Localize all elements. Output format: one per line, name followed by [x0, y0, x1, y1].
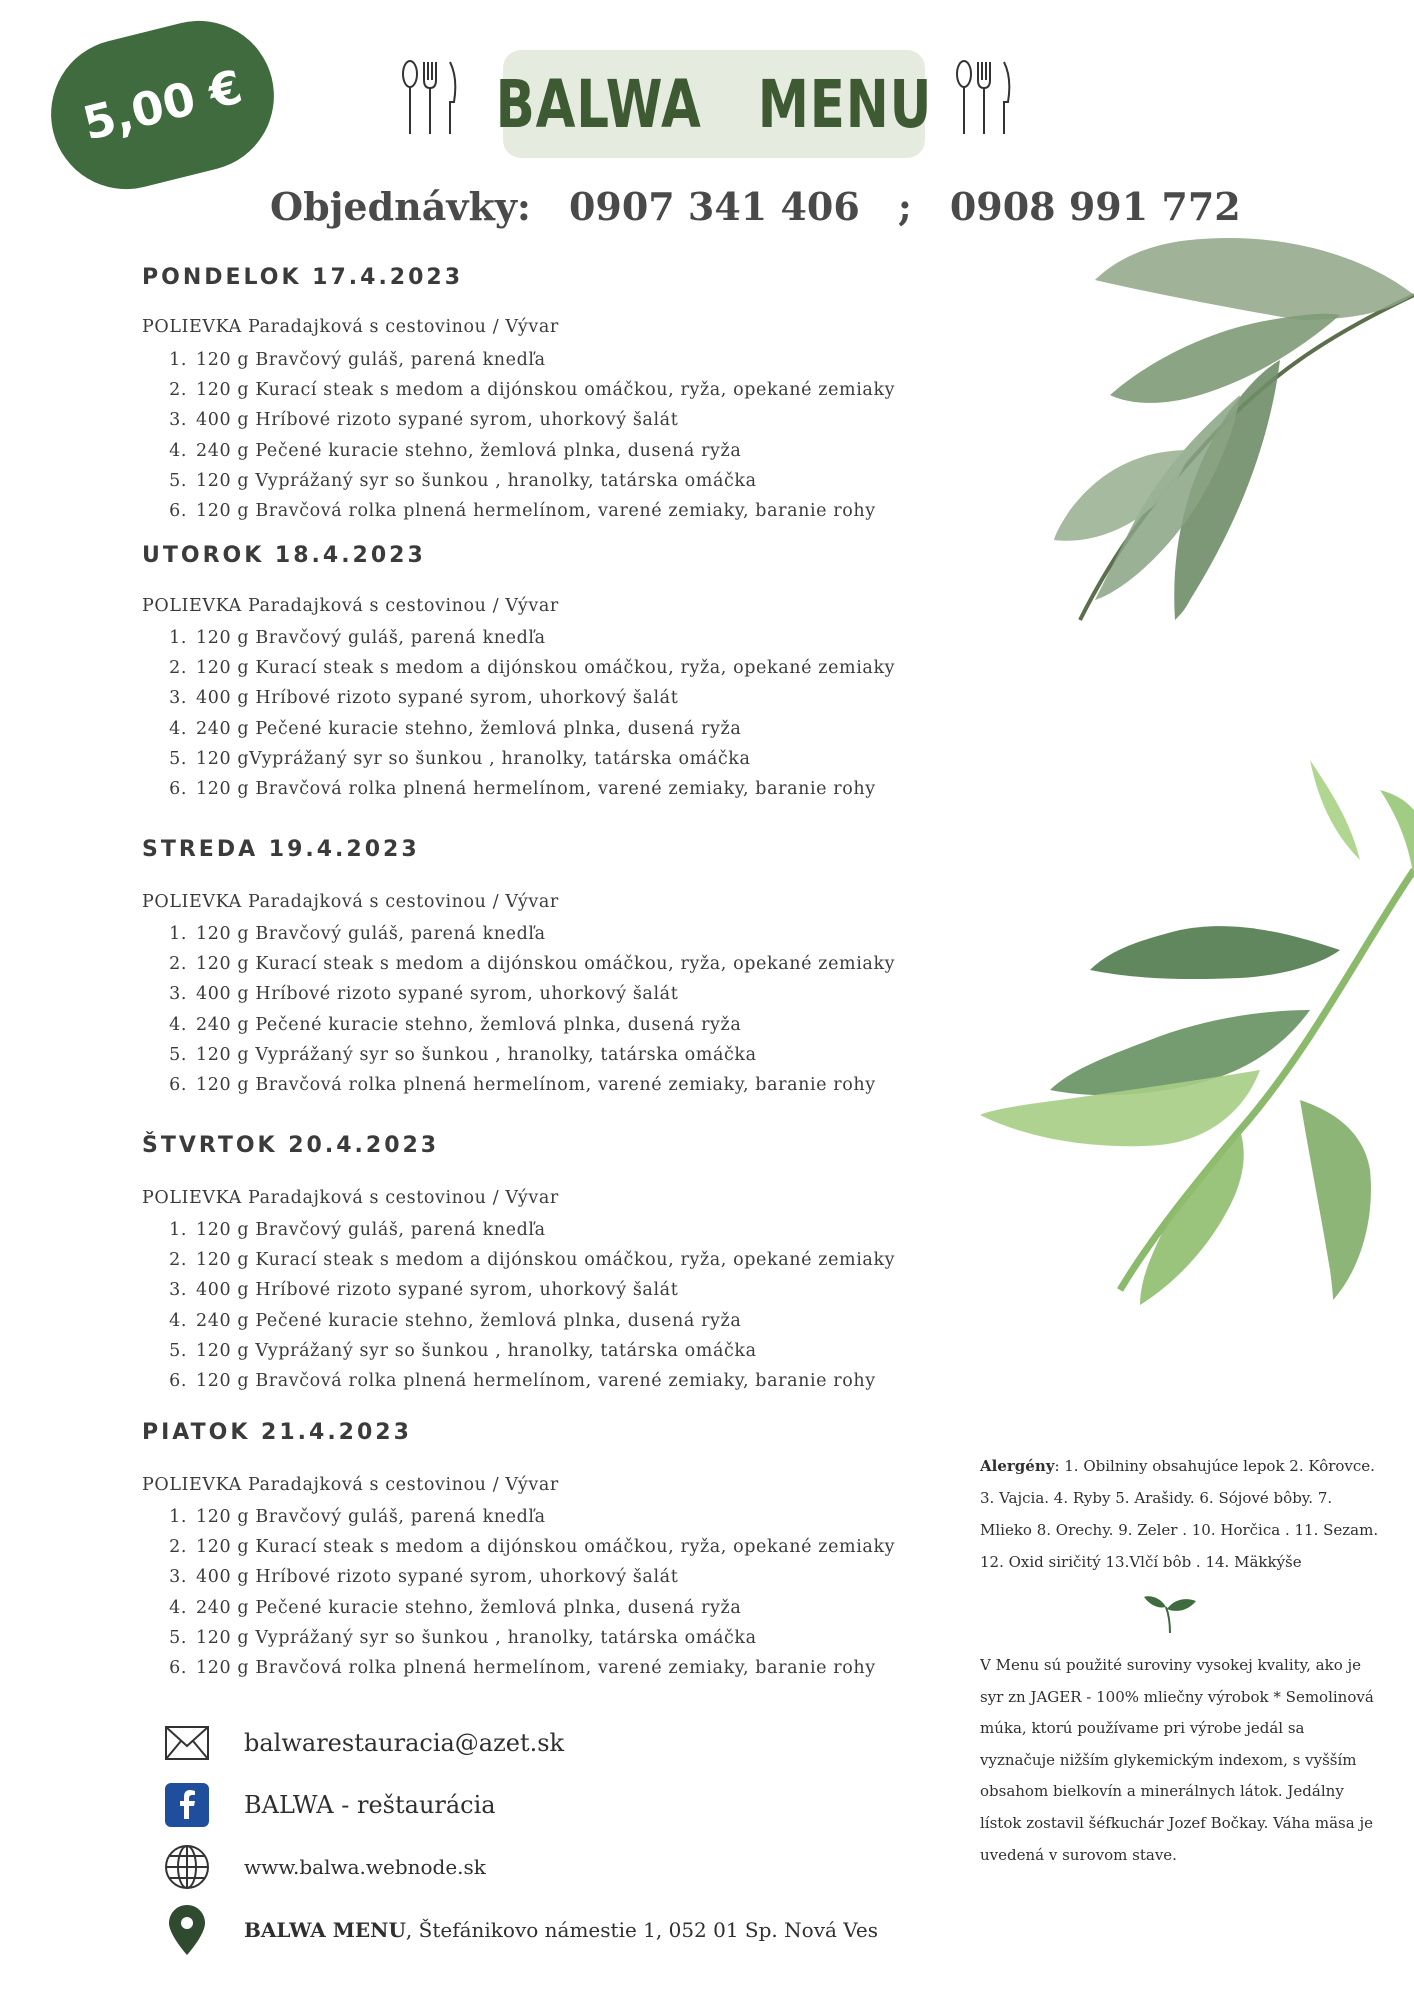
day-heading: PIATOK 21.4.2023 [142, 1420, 412, 1445]
contact-facebook[interactable] [162, 1780, 496, 1830]
meal-item: 4. 240 g Pečené kuracie stehno, žemlová plnka, dusená ryža [169, 1597, 742, 1618]
meal-item: 3. 400 g Hríbové rizoto sypané syrom, uhorkový šalát [169, 410, 679, 431]
meal-item: 1. 120 g Bravčový guláš, parená knedľa [169, 924, 546, 944]
meal-list [142, 345, 895, 526]
sprout-icon [1142, 1585, 1198, 1635]
cutlery-icon [398, 58, 462, 138]
soup-line: POLIEVKA Paradajková s cestovinou / Vývar [142, 317, 559, 337]
address-rest: , Štefánikovo námestie 1, 052 01 Sp. Nová Ves [405, 1918, 878, 1942]
meal-item: 5. 120 g Vyprážaný syr so šunkou , hranolky, tatárska omáčka [169, 1340, 757, 1361]
leaf-branch-top-decoration [1040, 200, 1414, 640]
leaf-sprig-middle-decoration [980, 750, 1414, 1310]
contact-email[interactable] [162, 1718, 564, 1768]
meal-list [142, 1215, 895, 1396]
price-text: 5,00 € [77, 59, 248, 151]
meal-item: 2. 120 g Kurací steak s medom a dijónskou omáčkou, ryža, opekané zemiaky [169, 954, 896, 975]
meal-item: 1. 120 g Bravčový guláš, parená knedľa [169, 628, 546, 648]
map-pin-icon [162, 1905, 212, 1955]
menu-title-box [495, 50, 933, 158]
meal-list [142, 1502, 895, 1683]
meal-item: 3. 400 g Hríbové rizoto sypané syrom, uhorkový šalát [169, 984, 679, 1005]
meal-item: 4. 240 g Pečené kuracie stehno, žemlová plnka, dusená ryža [169, 1310, 742, 1331]
allergens-label: Alergény [980, 1457, 1055, 1475]
meal-item: 4. 240 g Pečené kuracie stehno, žemlová plnka, dusená ryža [169, 718, 742, 739]
orders-label: Objednávky: [270, 183, 531, 229]
soup-line: POLIEVKA Paradajková s cestovinou / Vývar [142, 1188, 559, 1208]
address-name: BALWA MENU [244, 1918, 406, 1942]
contact-address [162, 1905, 878, 1955]
meal-list [142, 919, 895, 1100]
meal-item: 5. 120 g Vyprážaný syr so šunkou , hranolky, tatárska omáčka [169, 470, 757, 491]
meal-item: 4. 240 g Pečené kuracie stehno, žemlová plnka, dusená ryža [169, 440, 742, 461]
day-heading: UTOROK 18.4.2023 [142, 543, 426, 568]
allergens-info [980, 1450, 1380, 1578]
globe-icon [162, 1842, 212, 1892]
meal-item: 6. 120 g Bravčová rolka plnená hermelínom, varené zemiaky, baranie rohy [169, 1657, 876, 1678]
meal-item: 3. 400 g Hríbové rizoto sypané syrom, uhorkový šalát [169, 1567, 679, 1588]
meal-item: 1. 120 g Bravčový guláš, parená knedľa [169, 1507, 546, 1527]
quality-note: V Menu sú použité suroviny vysokej kvality, ako je syr zn JAGER - 100% mliečny výrobok * Semolinová múka, ktorú používame pri výrobe jedál sa vyznačuje nižším glykemickým indexom, s vyšším obsahom bielkovín a minerálnych látok. Jedálny lístok zostavil šéfkuchár Jozef Bočkay. Váha mäsa je uvedená v surovom stave. [980, 1656, 1374, 1864]
meal-item: 6. 120 g Bravčová rolka plnená hermelínom, varené zemiaky, baranie rohy [169, 500, 876, 521]
soup-line: POLIEVKA Paradajková s cestovinou / Vývar [142, 1475, 559, 1495]
email-link[interactable]: balwarestauracia@azet.sk [244, 1729, 565, 1757]
meal-item: 5. 120 g Vyprážaný syr so šunkou , hranolky, tatárska omáčka [169, 1044, 757, 1065]
phone-number-2[interactable]: 0908 991 772 [949, 183, 1241, 229]
allergens-text: : 1. Obilniny obsahujúce lepok 2. Kôrovce. 3. Vajcia. 4. Ryby 5. Arašidy. 6. Sójové bôby. 7. Mlieko 8. Orechy. 9. Zeler . 10. Horčica . 11. Sezam. 12. Oxid siričitý 13.Vlčí bôb . 14. Mäkkýše [980, 1457, 1379, 1571]
day-heading: ŠTVRTOK 20.4.2023 [142, 1133, 440, 1158]
menu-title: BALWA MENU [495, 65, 933, 143]
meal-item: 1. 120 g Bravčový guláš, parená knedľa [169, 350, 546, 370]
meal-item: 4. 240 g Pečené kuracie stehno, žemlová plnka, dusená ryža [169, 1014, 742, 1035]
meal-item: 6. 120 g Bravčová rolka plnená hermelínom, varené zemiaky, baranie rohy [169, 1074, 876, 1095]
meal-item: 6. 120 g Bravčová rolka plnená hermelínom, varené zemiaky, baranie rohy [169, 1370, 876, 1391]
day-heading: STREDA 19.4.2023 [142, 837, 420, 862]
cutlery-icon [952, 58, 1016, 138]
meal-item: 2. 120 g Kurací steak s medom a dijónskou omáčkou, ryža, opekané zemiaky [169, 380, 896, 401]
meal-item: 5. 120 gVyprážaný syr so šunkou , hranolky, tatárska omáčka [169, 748, 751, 769]
meal-item: 3. 400 g Hríbové rizoto sypané syrom, uhorkový šalát [169, 688, 679, 709]
phone-separator: ; [897, 183, 912, 229]
orders-line [270, 178, 1241, 234]
meal-item: 2. 120 g Kurací steak s medom a dijónskou omáčkou, ryža, opekané zemiaky [169, 1537, 896, 1558]
meal-item: 3. 400 g Hríbové rizoto sypané syrom, uhorkový šalát [169, 1280, 679, 1301]
meal-item: 6. 120 g Bravčová rolka plnená hermelínom, varené zemiaky, baranie rohy [169, 778, 876, 799]
website-link[interactable]: www.balwa.webnode.sk [244, 1855, 486, 1879]
meal-item: 2. 120 g Kurací steak s medom a dijónskou omáčkou, ryža, opekané zemiaky [169, 658, 896, 679]
soup-line: POLIEVKA Paradajková s cestovinou / Vývar [142, 596, 559, 616]
phone-number-1[interactable]: 0907 341 406 [568, 183, 860, 229]
meal-item: 5. 120 g Vyprážaný syr so šunkou , hranolky, tatárska omáčka [169, 1627, 757, 1648]
facebook-link[interactable]: BALWA - reštaurácia [244, 1791, 496, 1819]
day-heading: PONDELOK 17.4.2023 [142, 265, 464, 290]
meal-list [142, 623, 895, 804]
contact-website[interactable] [162, 1842, 486, 1892]
meal-item: 2. 120 g Kurací steak s medom a dijónskou omáčkou, ryža, opekané zemiaky [169, 1250, 896, 1271]
envelope-icon [162, 1718, 212, 1768]
address-text [244, 1918, 878, 1942]
soup-line: POLIEVKA Paradajková s cestovinou / Vývar [142, 892, 559, 912]
meal-item: 1. 120 g Bravčový guláš, parená knedľa [169, 1220, 546, 1240]
facebook-icon [162, 1780, 212, 1830]
price-badge [35, 5, 290, 205]
